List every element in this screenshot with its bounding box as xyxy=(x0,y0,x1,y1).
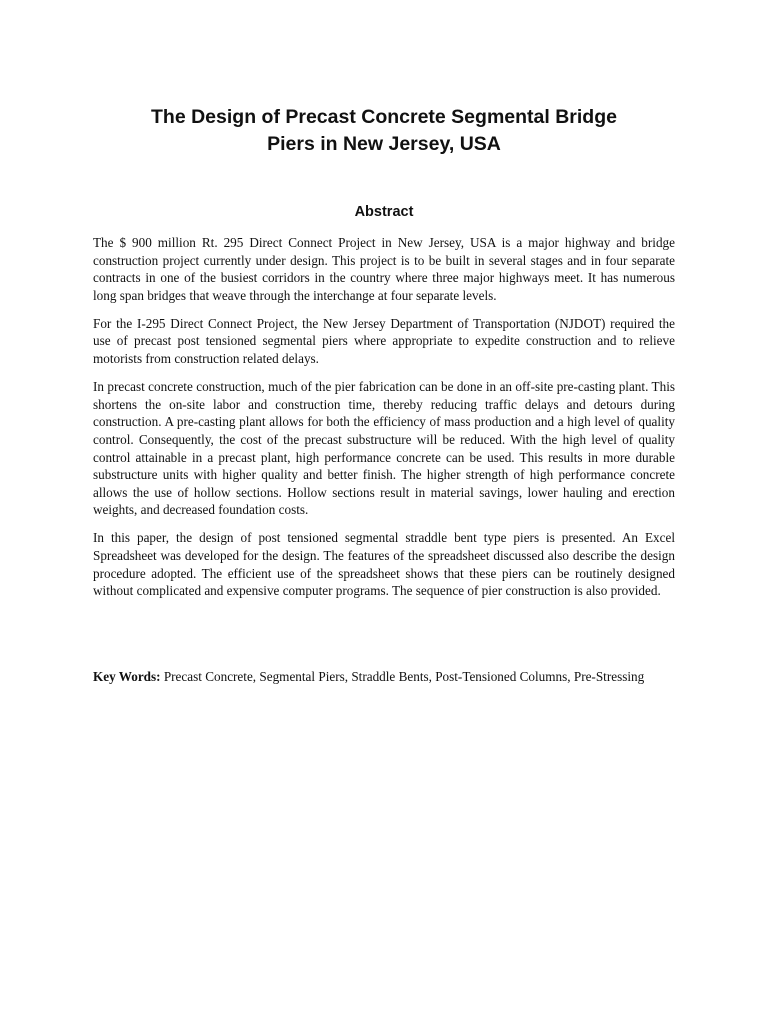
paper-title-line-1: The Design of Precast Concrete Segmental Bridge xyxy=(151,106,617,128)
keywords-list: Precast Concrete, Segmental Piers, Straddle Bents, Post-Tensioned Columns, Pre-Stressing xyxy=(160,669,645,684)
abstract-paragraph-4: In this paper, the design of post tensioned segmental straddle bent type piers is presented. An Excel Spreadsheet was developed for the design. The features of the spreadsheet discussed also describe the design procedure adopted. The efficient use of the spreadsheet shows that these piers can be routinely designed without complicated and expensive computer programs. The sequence of pier construction is also provided. xyxy=(93,530,675,599)
abstract-paragraph-2: For the I-295 Direct Connect Project, the New Jersey Department of Transportation (NJDOT) required the use of precast post tensioned segmental piers where appropriate to expedite construction and to relieve motorists from construction related delays. xyxy=(93,315,675,367)
abstract-paragraph-1: The $ 900 million Rt. 295 Direct Connect Project in New Jersey, USA is a major highway and bridge construction project currently under design. This project is to be built in several stages and in four separate contracts in one of the busiest corridors in the country where three major highways meet. It has numerous long span bridges that weave through the interchange at four separate levels. xyxy=(93,235,675,303)
paper-title xyxy=(60,104,708,158)
abstract-paragraph-3: In precast concrete construction, much of the pier fabrication can be done in an off-site pre-casting plant. This shortens the on-site labor and construction time, thereby reducing traffic delays and detours during construction. A pre-casting plant allows for both the efficiency of mass production and a high level of quality control. Consequently, the cost of the precast substructure will be reduced. With the high level of quality control attainable in a precast plant, high performance concrete can be used. This results in more durable substructure units with higher quality and better finish. The higher strength of high performance concrete allows the use of hollow sections. Hollow sections result in material savings, lower hauling and erection weights, and decreased foundation costs. xyxy=(93,379,675,518)
keywords xyxy=(93,668,653,686)
abstract-body xyxy=(93,234,675,610)
keywords-label: Key Words: xyxy=(93,669,161,684)
abstract-heading: Abstract xyxy=(354,204,414,220)
paper-title-line-2: Piers in New Jersey, USA xyxy=(267,133,501,155)
